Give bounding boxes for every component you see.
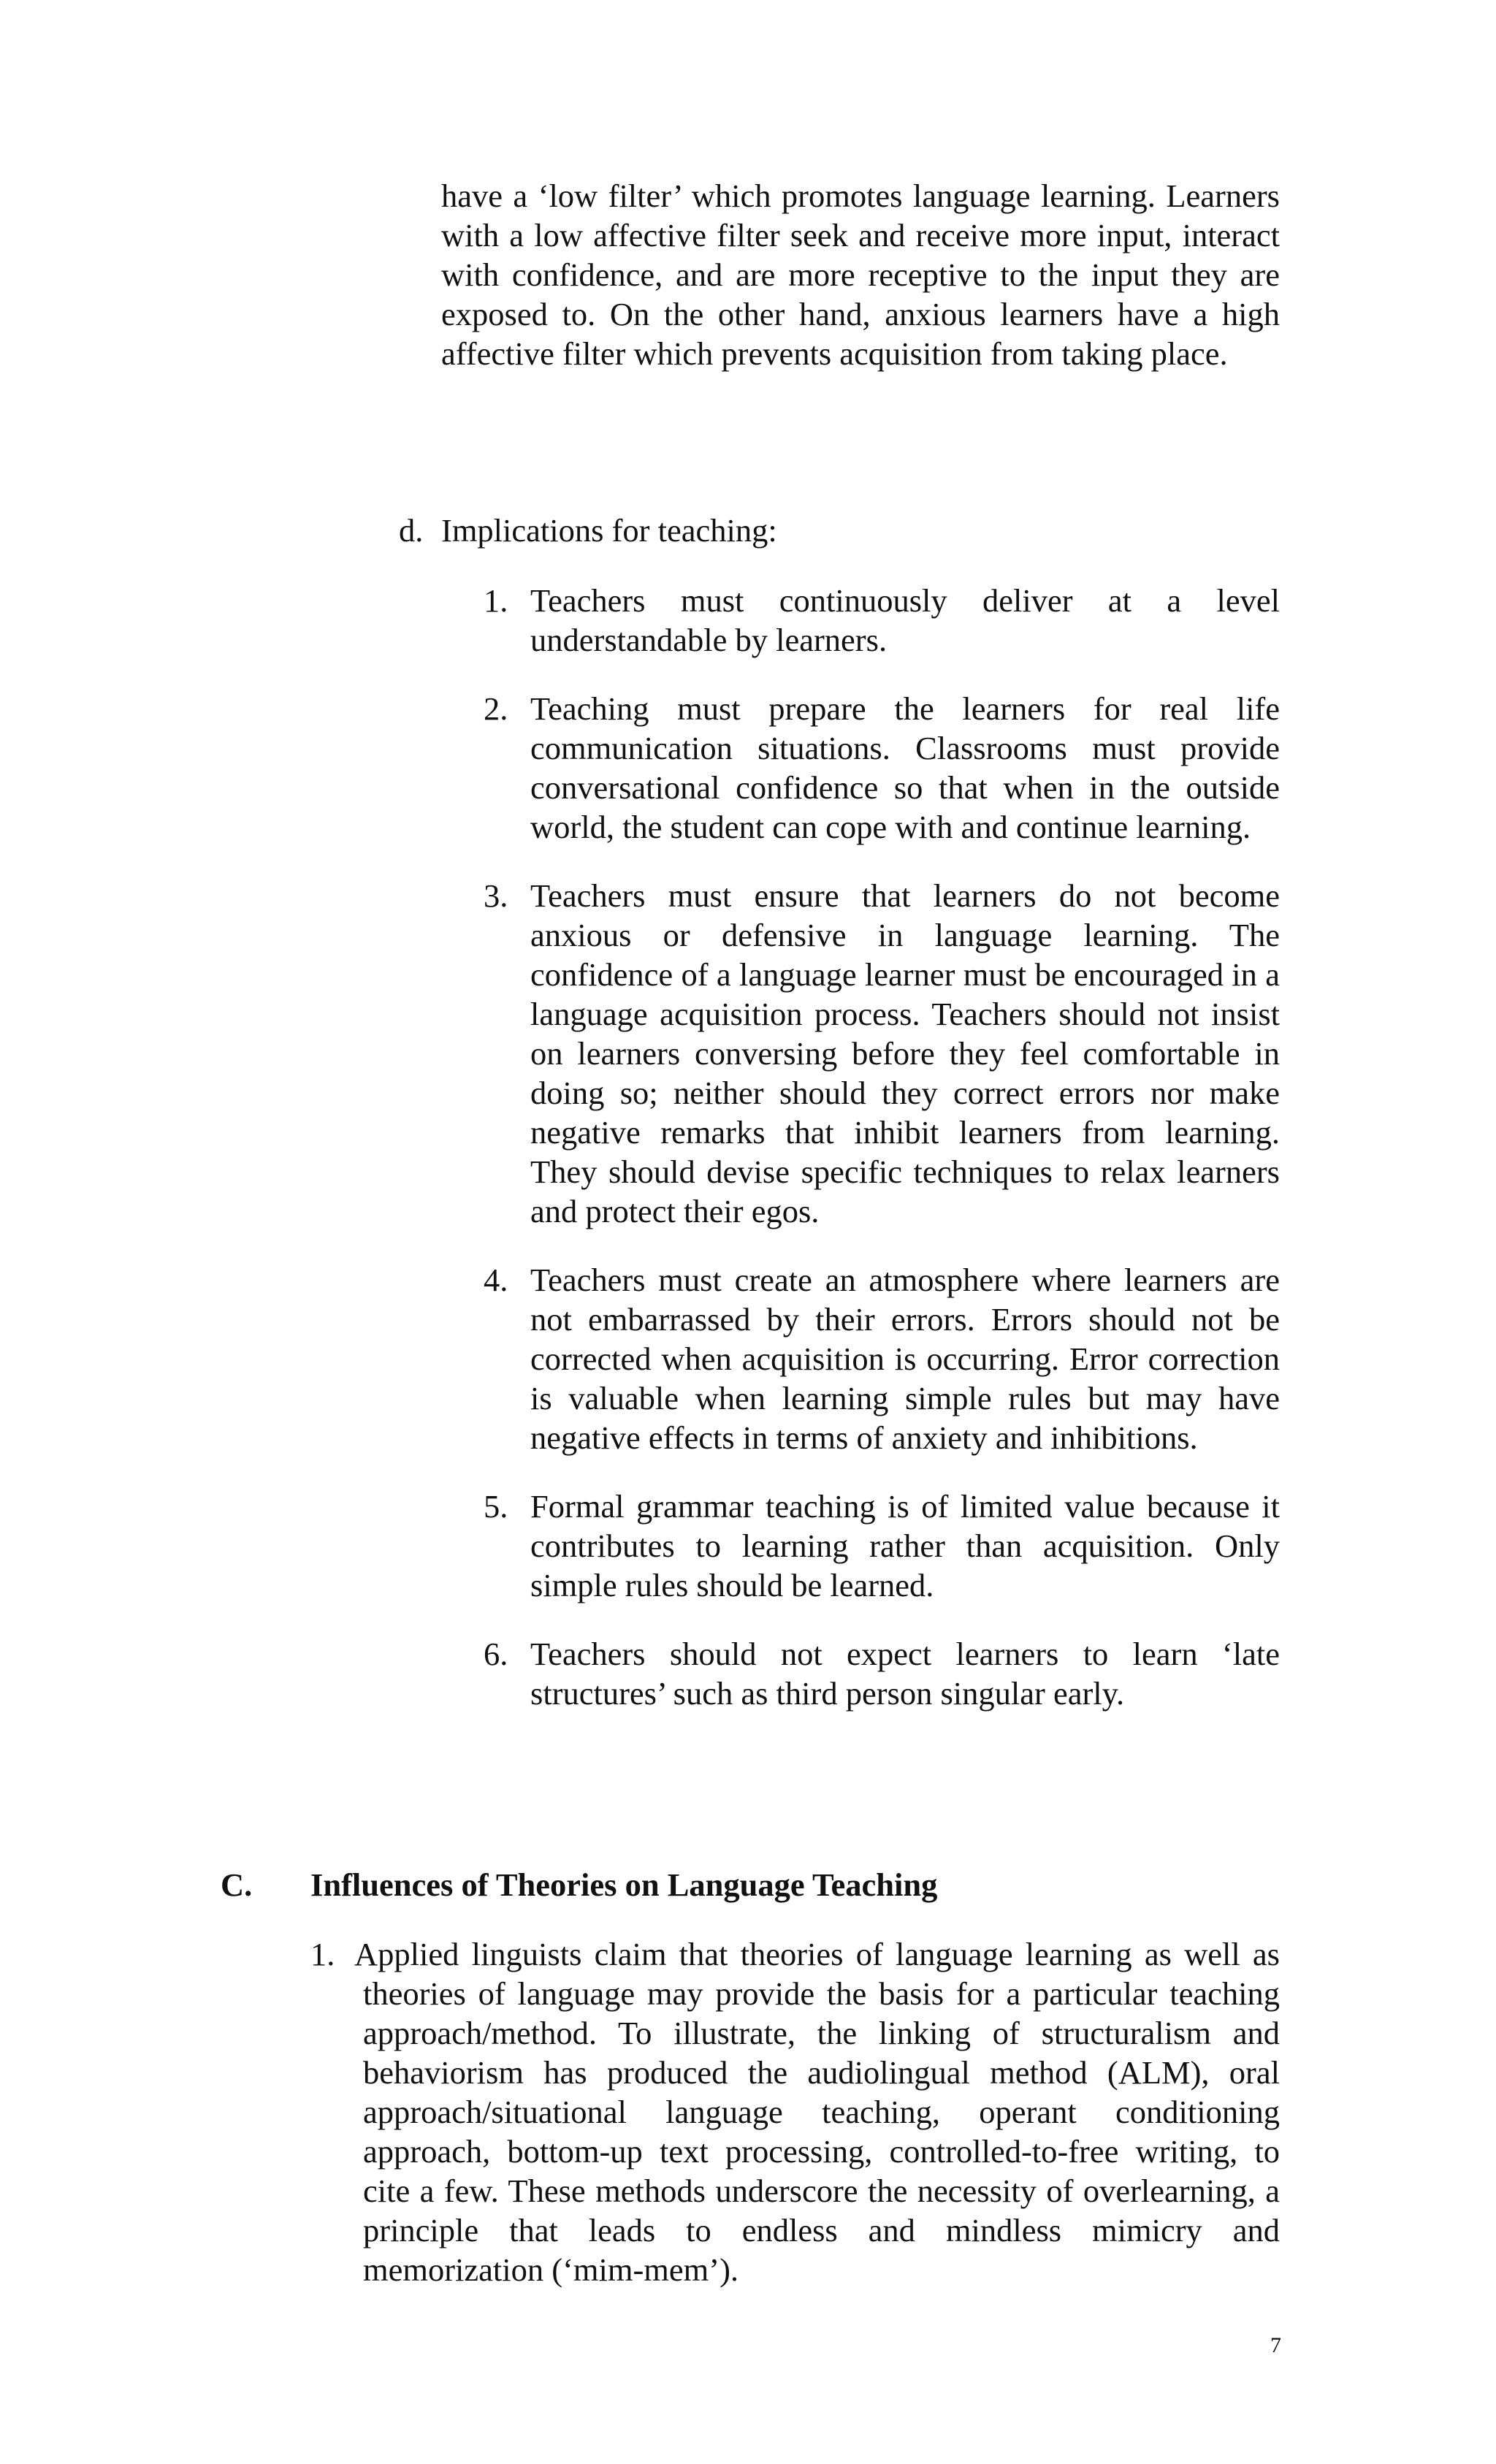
list-item-text: Applied linguists claim that theories of language learning as well as theories of language may provide the basis for a particular teaching approach/method. To illustrate, the linking of structuralism and behaviorism has produced the audiolingual method (ALM), oral approach/situational language teaching, operant conditioning approach, bottom-up text processing, controlled-to-free writing, to cite a few. These methods underscore the necessity of overlearning, a principle that leads to endless and mindless mimicry and memorization (‘mim-mem’). [354, 1936, 1280, 2288]
influences-list [310, 1934, 1280, 2289]
list-item-text: Teachers must continuously deliver at a level understandable by learners. [530, 582, 1280, 658]
list-item-number: 1. [310, 1936, 335, 1972]
list-item [484, 689, 1280, 847]
list-item-text: Teaching must prepare the learners for real life communication situations. Classrooms must provide conversational confidence so that when in the outside world, the student can cope with and continue learning. [530, 690, 1280, 845]
list-item-number: 1. [484, 582, 508, 619]
implications-marker: d. [399, 512, 424, 549]
list-item [484, 876, 1280, 1231]
intro-paragraph: have a ‘low filter’ which promotes language learning. Learners with a low affective filter seek and receive more input, interact with confidence, and are more receptive to the input they are exposed to. On the other hand, anxious learners have a high affective filter which prevents acquisition from taking place. [441, 178, 1280, 372]
implications-heading [399, 511, 1280, 550]
list-item [484, 581, 1280, 660]
list-item [484, 1487, 1280, 1605]
list-item-number: 4. [484, 1262, 508, 1298]
list-item-text: Teachers must create an atmosphere where learners are not embarrassed by their errors. Errors should not be corrected when acquisition is occurring. Error correction is valuable when learning simple rules but may have negative effects in terms of anxiety and inhibitions. [530, 1262, 1280, 1456]
page-number: 7 [1270, 2333, 1281, 2357]
list-item-number: 2. [484, 690, 508, 727]
list-item [310, 1934, 1280, 2289]
list-item-text: Formal grammar teaching is of limited value because it contributes to learning rather than acquisition. Only simple rules should be learned. [530, 1488, 1280, 1603]
list-item [484, 1260, 1280, 1457]
list-item-number: 6. [484, 1636, 508, 1672]
implications-heading-text: Implications for teaching: [441, 512, 777, 549]
implications-list [484, 581, 1280, 1742]
list-item-number: 3. [484, 877, 508, 914]
section-letter: C. [221, 1866, 253, 1903]
list-item-number: 5. [484, 1488, 508, 1525]
section-title: Influences of Theories on Language Teaching [310, 1866, 938, 1903]
list-item-text: Teachers should not expect learners to learn ‘late structures’ such as third person singular early. [530, 1636, 1280, 1712]
list-item [484, 1634, 1280, 1713]
list-item-text: Teachers must ensure that learners do not become anxious or defensive in language learning. The confidence of a language learner must be encouraged in a language acquisition process. Teachers should not insist on learners conversing before they feel comfortable in doing so; neither should they correct errors nor make negative remarks that inhibit learners from learning. They should devise specific techniques to relax learners and protect their egos. [530, 877, 1280, 1229]
section-heading [221, 1865, 1280, 1904]
